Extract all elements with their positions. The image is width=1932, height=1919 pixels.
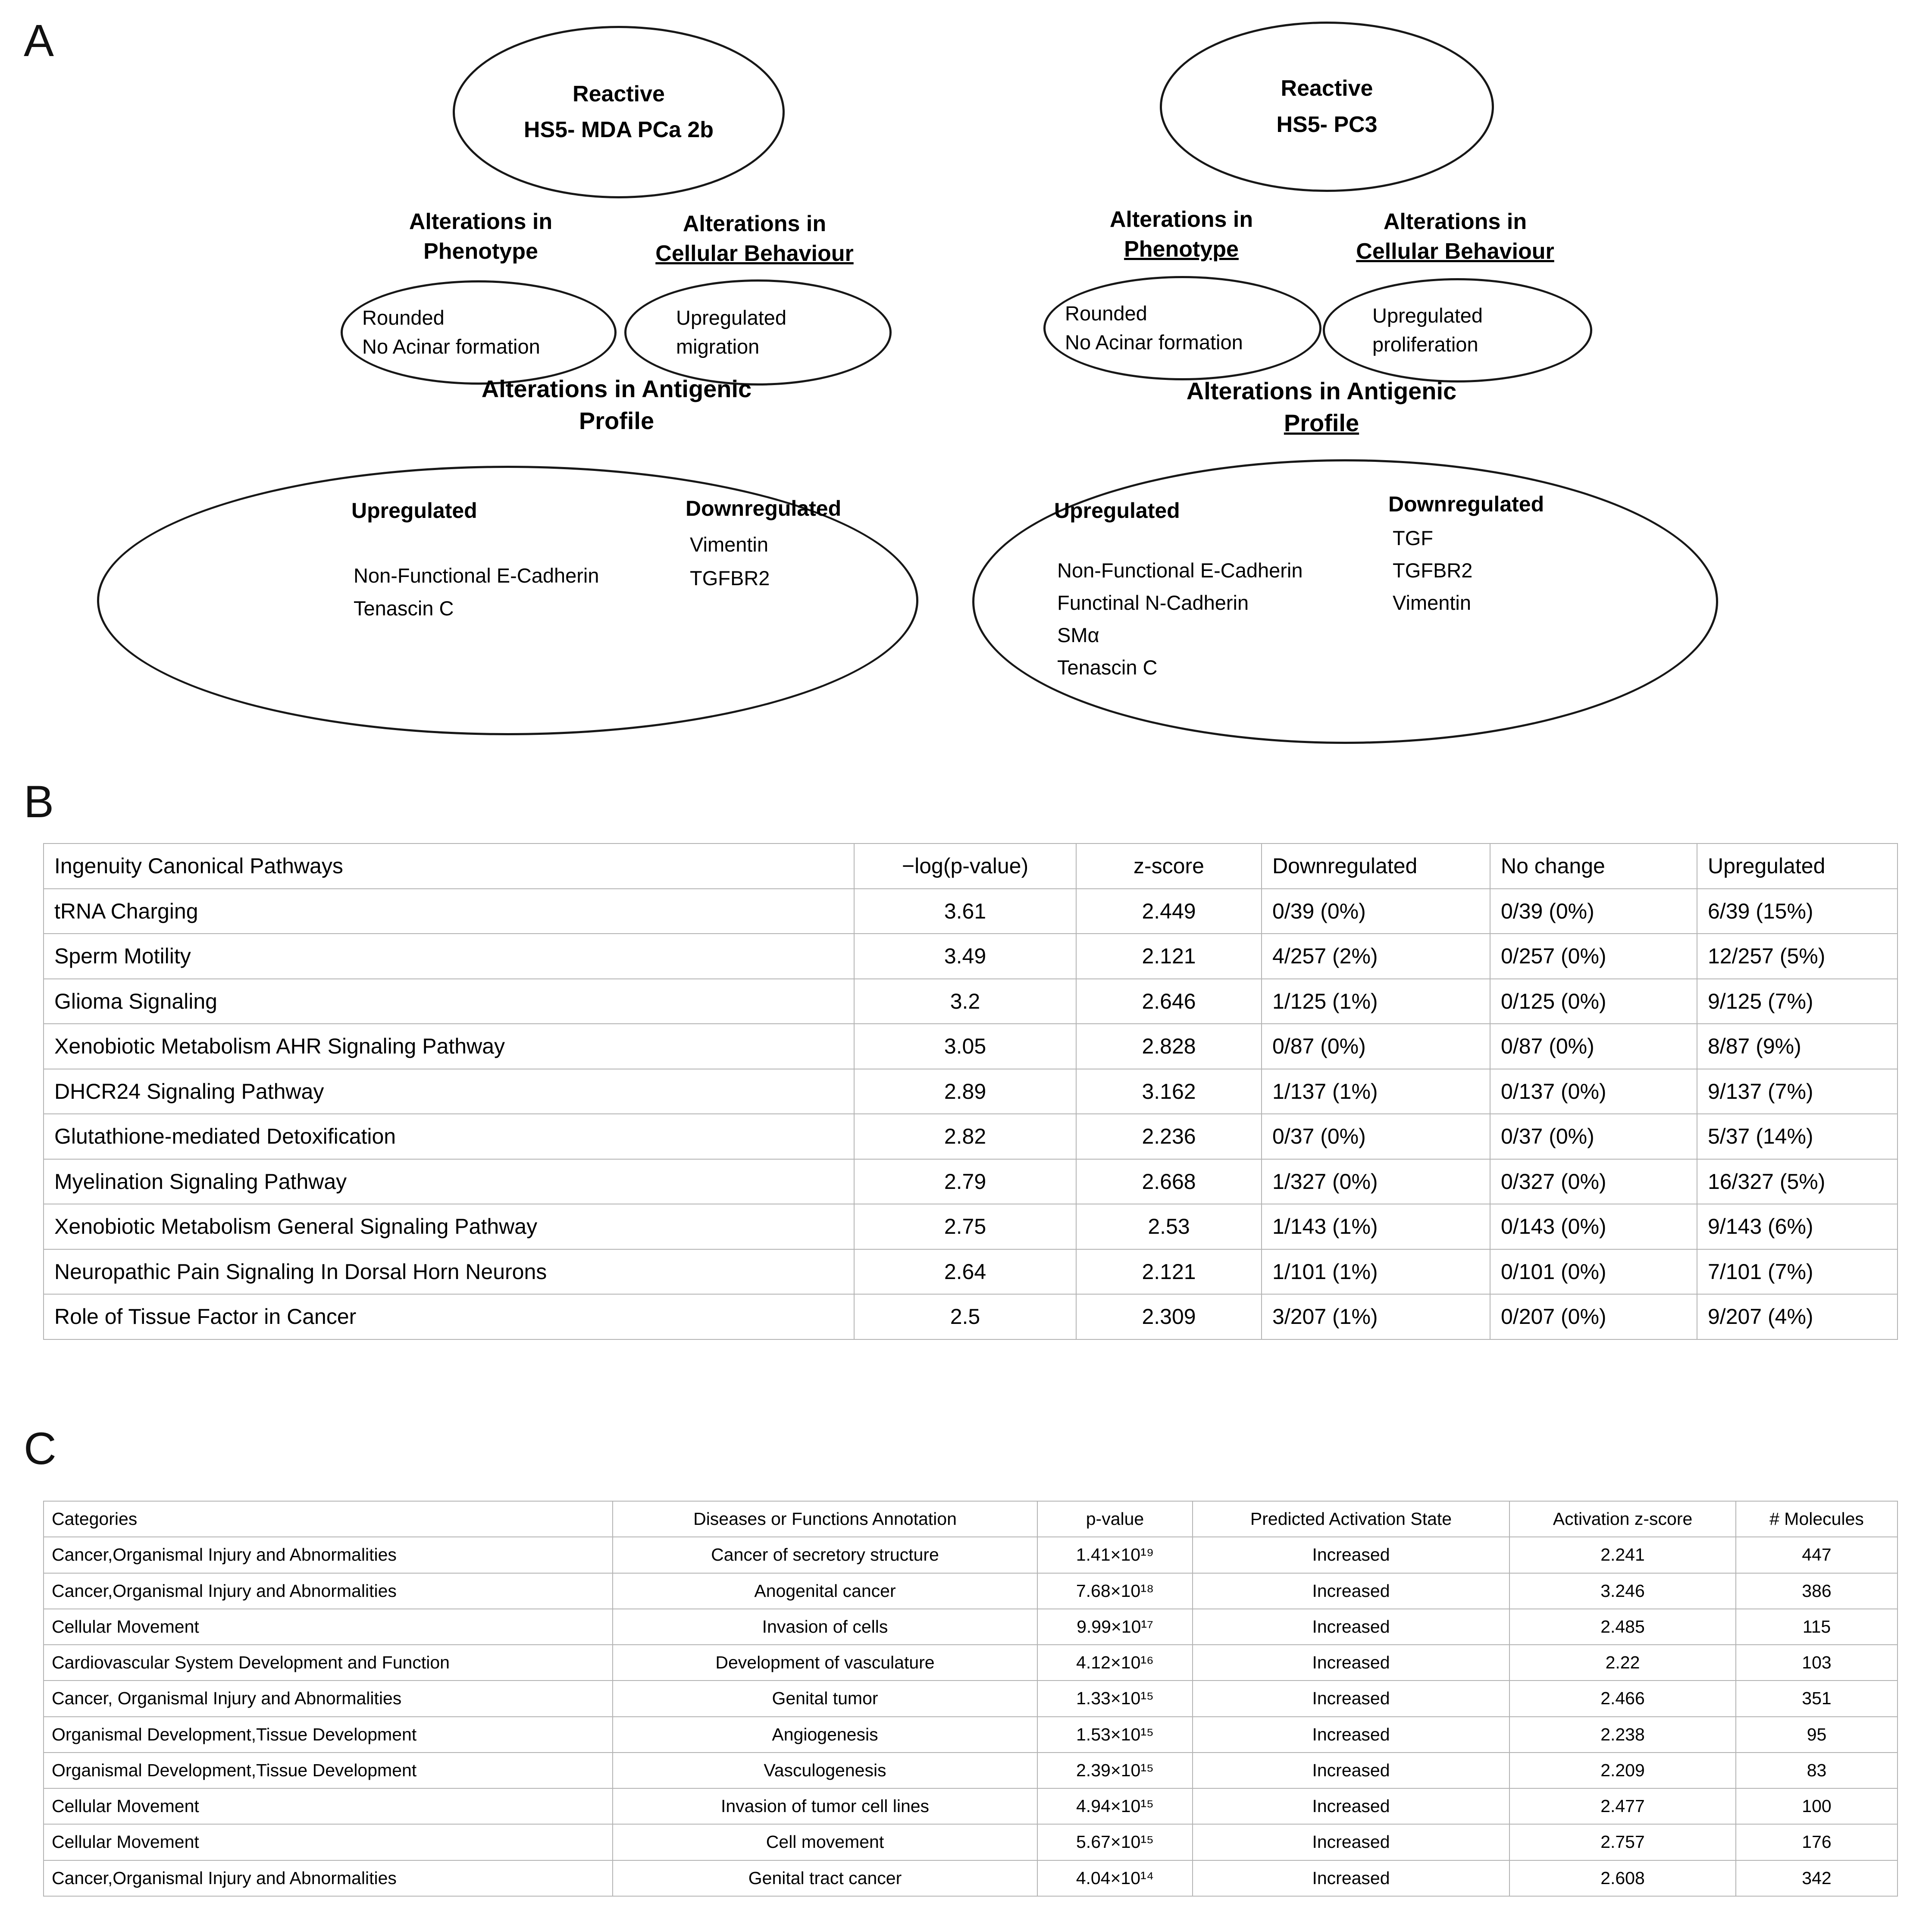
log-p-cell: 2.64 — [854, 1249, 1076, 1295]
canonical-pathways-table — [43, 843, 1898, 1340]
z-score-cell: 2.485 — [1509, 1609, 1736, 1645]
molecules-cell: 342 — [1736, 1860, 1898, 1896]
downregulated-cell: 0/87 (0%) — [1262, 1024, 1490, 1069]
downregulated-cell: 1/143 (1%) — [1262, 1204, 1490, 1249]
category-cell: Cellular Movement — [44, 1824, 613, 1860]
log-p-cell: 2.89 — [854, 1069, 1076, 1114]
right-upregulated-header: Upregulated — [1054, 499, 1180, 523]
right-behaviour-label-line1: Alterations in — [1383, 209, 1527, 234]
z-score-cell: 2.241 — [1509, 1537, 1736, 1573]
log-p-cell: 3.61 — [854, 889, 1076, 934]
table-row — [44, 1159, 1898, 1204]
header-activation-z-score: Activation z-score — [1509, 1501, 1736, 1537]
p-value-cell: 4.12×10¹⁶ — [1037, 1645, 1193, 1681]
z-score-cell: 3.162 — [1076, 1069, 1262, 1114]
pathway-cell: Neuropathic Pain Signaling In Dorsal Horn Neurons — [44, 1249, 854, 1295]
table-row — [44, 1645, 1898, 1681]
upregulated-cell: 8/87 (9%) — [1697, 1024, 1898, 1069]
right-title-line2: HS5- PC3 — [1276, 112, 1378, 137]
right-phenotype-label-line1: Alterations in — [1109, 207, 1253, 232]
p-value-cell: 1.41×10¹⁹ — [1037, 1537, 1193, 1573]
right-up-item: SMα — [1057, 624, 1099, 646]
right-behaviour-label-line2: Cellular Behaviour — [1356, 238, 1554, 264]
z-score-cell: 2.608 — [1509, 1860, 1736, 1896]
left-downregulated-header: Downregulated — [686, 496, 842, 521]
category-cell: Cellular Movement — [44, 1788, 613, 1824]
activation-state-cell: Increased — [1193, 1824, 1509, 1860]
left-behaviour-label — [612, 209, 897, 268]
no-change-cell: 0/39 (0%) — [1490, 889, 1697, 934]
right-downregulated-header: Downregulated — [1388, 492, 1544, 516]
header-pathways: Ingenuity Canonical Pathways — [44, 843, 854, 889]
right-phenotype-ellipse — [1043, 276, 1321, 380]
no-change-cell: 0/143 (0%) — [1490, 1204, 1697, 1249]
right-antigenic-label — [1106, 375, 1537, 439]
left-antigenic-ellipse — [97, 466, 918, 735]
header-categories: Categories — [44, 1501, 613, 1537]
category-cell: Cancer,Organismal Injury and Abnormalities — [44, 1537, 613, 1573]
molecules-cell: 176 — [1736, 1824, 1898, 1860]
log-p-cell: 3.2 — [854, 979, 1076, 1024]
right-up-item: Functinal N-Cadherin — [1057, 591, 1249, 614]
pathway-cell: Role of Tissue Factor in Cancer — [44, 1294, 854, 1339]
header-downregulated: Downregulated — [1262, 843, 1490, 889]
table-row — [44, 1753, 1898, 1788]
table-row — [44, 1860, 1898, 1896]
z-score-cell: 2.477 — [1509, 1788, 1736, 1824]
right-antigenic-label-line2: Profile — [1284, 409, 1359, 436]
annotation-cell: Angiogenesis — [613, 1717, 1037, 1753]
right-behaviour-item1: Upregulated — [1372, 304, 1483, 327]
z-score-cell: 2.236 — [1076, 1114, 1262, 1159]
left-behaviour-label-line2: Cellular Behaviour — [655, 241, 854, 266]
no-change-cell: 0/257 (0%) — [1490, 934, 1697, 979]
right-antigenic-label-line1: Alterations in Antigenic — [1186, 377, 1457, 404]
category-cell: Cardiovascular System Development and Function — [44, 1645, 613, 1681]
table-row — [44, 1249, 1898, 1295]
header-molecules: # Molecules — [1736, 1501, 1898, 1537]
z-score-cell: 2.828 — [1076, 1024, 1262, 1069]
right-title-line1: Reactive — [1281, 76, 1373, 101]
no-change-cell: 0/327 (0%) — [1490, 1159, 1697, 1204]
downregulated-cell: 4/257 (2%) — [1262, 934, 1490, 979]
z-score-cell: 2.121 — [1076, 934, 1262, 979]
z-score-cell: 2.757 — [1509, 1824, 1736, 1860]
molecules-cell: 100 — [1736, 1788, 1898, 1824]
left-phenotype-item2: No Acinar formation — [362, 335, 540, 358]
header-z-score: z-score — [1076, 843, 1262, 889]
table-row — [44, 1024, 1898, 1069]
panel-b-label: B — [24, 777, 54, 827]
upregulated-cell: 5/37 (14%) — [1697, 1114, 1898, 1159]
table-row — [44, 1681, 1898, 1716]
table-row — [44, 979, 1898, 1024]
z-score-cell: 2.668 — [1076, 1159, 1262, 1204]
molecules-cell: 351 — [1736, 1681, 1898, 1716]
z-score-cell: 3.246 — [1509, 1573, 1736, 1609]
upregulated-cell: 6/39 (15%) — [1697, 889, 1898, 934]
molecules-cell: 115 — [1736, 1609, 1898, 1645]
right-down-item: Vimentin — [1393, 591, 1472, 614]
header-annotation: Diseases or Functions Annotation — [613, 1501, 1037, 1537]
table-row — [44, 1717, 1898, 1753]
no-change-cell: 0/137 (0%) — [1490, 1069, 1697, 1114]
table-row — [44, 1294, 1898, 1339]
category-cell: Cellular Movement — [44, 1609, 613, 1645]
right-up-item: Tenascin C — [1057, 656, 1158, 679]
activation-state-cell: Increased — [1193, 1609, 1509, 1645]
log-p-cell: 3.49 — [854, 934, 1076, 979]
z-score-cell: 2.309 — [1076, 1294, 1262, 1339]
left-antigenic-label-line2: Profile — [579, 407, 654, 434]
panel-a-label: A — [24, 16, 54, 66]
activation-state-cell: Increased — [1193, 1788, 1509, 1824]
diseases-functions-table — [43, 1501, 1898, 1897]
z-score-cell: 2.449 — [1076, 889, 1262, 934]
activation-state-cell: Increased — [1193, 1573, 1509, 1609]
activation-state-cell: Increased — [1193, 1753, 1509, 1788]
left-down-item: TGFBR2 — [690, 567, 770, 589]
downregulated-cell: 0/39 (0%) — [1262, 889, 1490, 934]
log-p-cell: 3.05 — [854, 1024, 1076, 1069]
upregulated-cell: 9/207 (4%) — [1697, 1294, 1898, 1339]
right-down-item: TGFBR2 — [1393, 559, 1473, 582]
category-cell: Cancer,Organismal Injury and Abnormalities — [44, 1860, 613, 1896]
right-phenotype-item2: No Acinar formation — [1065, 331, 1243, 354]
left-behaviour-ellipse — [624, 279, 892, 386]
molecules-cell: 447 — [1736, 1537, 1898, 1573]
left-behaviour-label-line1: Alterations in — [683, 211, 827, 236]
table-header-row — [44, 843, 1898, 889]
right-up-item: Non-Functional E-Cadherin — [1057, 559, 1303, 582]
left-title-ellipse — [453, 26, 785, 198]
left-down-item: Vimentin — [690, 533, 769, 556]
table-row — [44, 1069, 1898, 1114]
pathway-cell: Xenobiotic Metabolism AHR Signaling Pathway — [44, 1024, 854, 1069]
molecules-cell: 386 — [1736, 1573, 1898, 1609]
left-antigenic-label-line1: Alterations in Antigenic — [481, 375, 752, 402]
upregulated-cell: 9/125 (7%) — [1697, 979, 1898, 1024]
left-upregulated-header: Upregulated — [351, 499, 477, 523]
activation-state-cell: Increased — [1193, 1645, 1509, 1681]
pathway-cell: Glutathione-mediated Detoxification — [44, 1114, 854, 1159]
table-row — [44, 934, 1898, 979]
z-score-cell: 2.22 — [1509, 1645, 1736, 1681]
annotation-cell: Development of vasculature — [613, 1645, 1037, 1681]
header-activation-state: Predicted Activation State — [1193, 1501, 1509, 1537]
annotation-cell: Cancer of secretory structure — [613, 1537, 1037, 1573]
left-title-line2: HS5- MDA PCa 2b — [523, 117, 714, 142]
header-no-change: No change — [1490, 843, 1697, 889]
molecules-cell: 95 — [1736, 1717, 1898, 1753]
right-down-item: TGF — [1393, 527, 1433, 549]
activation-state-cell: Increased — [1193, 1681, 1509, 1716]
annotation-cell: Anogenital cancer — [613, 1573, 1037, 1609]
left-behaviour-item1: Upregulated — [676, 306, 787, 329]
category-cell: Cancer, Organismal Injury and Abnormalities — [44, 1681, 613, 1716]
log-p-cell: 2.75 — [854, 1204, 1076, 1249]
table-row — [44, 1114, 1898, 1159]
no-change-cell: 0/207 (0%) — [1490, 1294, 1697, 1339]
category-cell: Organismal Development,Tissue Development — [44, 1717, 613, 1753]
left-title-line1: Reactive — [573, 81, 665, 107]
downregulated-cell: 1/101 (1%) — [1262, 1249, 1490, 1295]
p-value-cell: 9.99×10¹⁷ — [1037, 1609, 1193, 1645]
annotation-cell: Genital tumor — [613, 1681, 1037, 1716]
molecules-cell: 83 — [1736, 1753, 1898, 1788]
downregulated-cell: 1/125 (1%) — [1262, 979, 1490, 1024]
z-score-cell: 2.53 — [1076, 1204, 1262, 1249]
right-antigenic-ellipse — [972, 459, 1718, 744]
left-phenotype-label — [341, 207, 621, 266]
z-score-cell: 2.646 — [1076, 979, 1262, 1024]
log-p-cell: 2.5 — [854, 1294, 1076, 1339]
annotation-cell: Vasculogenesis — [613, 1753, 1037, 1788]
header-upregulated: Upregulated — [1697, 843, 1898, 889]
left-behaviour-item2: migration — [676, 335, 760, 358]
downregulated-cell: 1/327 (0%) — [1262, 1159, 1490, 1204]
left-phenotype-item1: Rounded — [362, 306, 445, 329]
panel-c-label: C — [24, 1424, 56, 1474]
right-phenotype-label — [1041, 205, 1321, 264]
table-row — [44, 889, 1898, 934]
left-up-item: Tenascin C — [354, 597, 454, 620]
z-score-cell: 2.121 — [1076, 1249, 1262, 1295]
p-value-cell: 4.04×10¹⁴ — [1037, 1860, 1193, 1896]
activation-state-cell: Increased — [1193, 1717, 1509, 1753]
downregulated-cell: 1/137 (1%) — [1262, 1069, 1490, 1114]
log-p-cell: 2.79 — [854, 1159, 1076, 1204]
upregulated-cell: 12/257 (5%) — [1697, 934, 1898, 979]
table-header-row — [44, 1501, 1898, 1537]
annotation-cell: Cell movement — [613, 1824, 1037, 1860]
table-row — [44, 1537, 1898, 1573]
category-cell: Organismal Development,Tissue Development — [44, 1753, 613, 1788]
upregulated-cell: 9/143 (6%) — [1697, 1204, 1898, 1249]
no-change-cell: 0/125 (0%) — [1490, 979, 1697, 1024]
downregulated-cell: 0/37 (0%) — [1262, 1114, 1490, 1159]
table-row — [44, 1824, 1898, 1860]
z-score-cell: 2.238 — [1509, 1717, 1736, 1753]
right-phenotype-item1: Rounded — [1065, 302, 1147, 325]
pathway-cell: Glioma Signaling — [44, 979, 854, 1024]
annotation-cell: Genital tract cancer — [613, 1860, 1037, 1896]
log-p-cell: 2.82 — [854, 1114, 1076, 1159]
p-value-cell: 1.53×10¹⁵ — [1037, 1717, 1193, 1753]
table-row — [44, 1204, 1898, 1249]
left-up-item: Non-Functional E-Cadherin — [354, 564, 599, 587]
pathway-cell: tRNA Charging — [44, 889, 854, 934]
pathway-cell: Xenobiotic Metabolism General Signaling Pathway — [44, 1204, 854, 1249]
no-change-cell: 0/37 (0%) — [1490, 1114, 1697, 1159]
z-score-cell: 2.466 — [1509, 1681, 1736, 1716]
right-behaviour-label — [1313, 207, 1597, 266]
p-value-cell: 1.33×10¹⁵ — [1037, 1681, 1193, 1716]
activation-state-cell: Increased — [1193, 1860, 1509, 1896]
p-value-cell: 4.94×10¹⁵ — [1037, 1788, 1193, 1824]
upregulated-cell: 9/137 (7%) — [1697, 1069, 1898, 1114]
right-phenotype-label-line2: Phenotype — [1124, 236, 1239, 262]
molecules-cell: 103 — [1736, 1645, 1898, 1681]
table-row — [44, 1609, 1898, 1645]
right-behaviour-item2: proliferation — [1372, 333, 1478, 356]
left-phenotype-ellipse — [341, 280, 617, 385]
p-value-cell: 7.68×10¹⁸ — [1037, 1573, 1193, 1609]
upregulated-cell: 7/101 (7%) — [1697, 1249, 1898, 1295]
annotation-cell: Invasion of tumor cell lines — [613, 1788, 1037, 1824]
right-title-ellipse — [1160, 22, 1494, 192]
annotation-cell: Invasion of cells — [613, 1609, 1037, 1645]
right-behaviour-ellipse — [1323, 278, 1592, 383]
left-phenotype-label-line2: Phenotype — [423, 238, 538, 264]
pathway-cell: DHCR24 Signaling Pathway — [44, 1069, 854, 1114]
pathway-cell: Myelination Signaling Pathway — [44, 1159, 854, 1204]
no-change-cell: 0/101 (0%) — [1490, 1249, 1697, 1295]
z-score-cell: 2.209 — [1509, 1753, 1736, 1788]
left-antigenic-label — [401, 373, 832, 437]
header-log-p-value: −log(p-value) — [854, 843, 1076, 889]
table-row — [44, 1788, 1898, 1824]
left-phenotype-label-line1: Alterations in — [409, 209, 553, 234]
p-value-cell: 5.67×10¹⁵ — [1037, 1824, 1193, 1860]
pathway-cell: Sperm Motility — [44, 934, 854, 979]
category-cell: Cancer,Organismal Injury and Abnormalities — [44, 1573, 613, 1609]
header-p-value: p-value — [1037, 1501, 1193, 1537]
p-value-cell: 2.39×10¹⁵ — [1037, 1753, 1193, 1788]
no-change-cell: 0/87 (0%) — [1490, 1024, 1697, 1069]
activation-state-cell: Increased — [1193, 1537, 1509, 1573]
downregulated-cell: 3/207 (1%) — [1262, 1294, 1490, 1339]
upregulated-cell: 16/327 (5%) — [1697, 1159, 1898, 1204]
table-row — [44, 1573, 1898, 1609]
